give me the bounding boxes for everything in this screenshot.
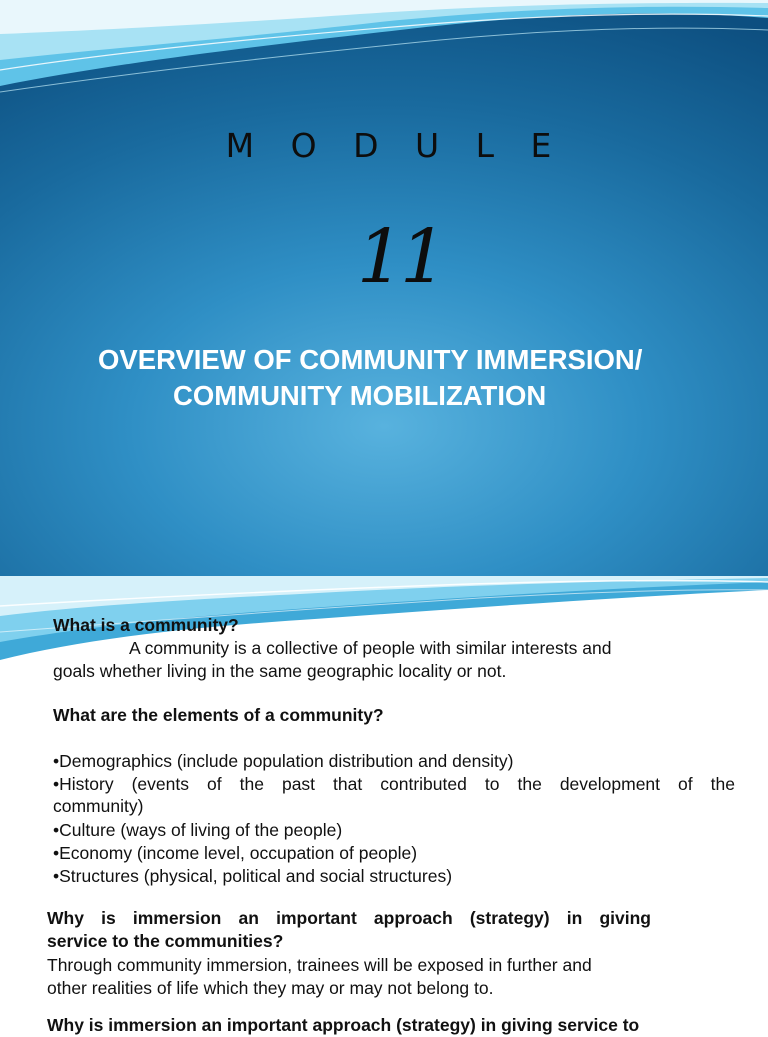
q2-item: •Demographics (include population distribution and density) (53, 751, 514, 771)
q3-answer-line-2: other realities of life which they may or may not belong to. (47, 978, 494, 998)
slide-title-line-2: COMMUNITY MOBILIZATION (173, 380, 547, 411)
q1-answer-line-1: A community is a collective of people with similar interests and (129, 638, 612, 658)
module-label: M O D U L E (225, 126, 565, 165)
q3-heading-line-1: Why is immersion an important approach (strategy) in giving (47, 908, 651, 928)
q1-heading: What is a community? (53, 615, 239, 635)
q2-item: •Economy (income level, occupation of people) (53, 843, 418, 863)
module-number: 11 (356, 214, 444, 300)
q2-item: •Structures (physical, political and social structures) (53, 866, 453, 886)
q2-item: •History (events of the past that contributed to the development of the (53, 774, 735, 794)
slide-title-line-1: OVERVIEW OF COMMUNITY IMMERSION/ (98, 344, 643, 375)
q2-item: •Culture (ways of living of the people) (53, 820, 343, 840)
q3-heading-line-2: service to the communities? (47, 931, 284, 951)
q2-heading: What are the elements of a community? (53, 705, 384, 725)
q3-answer-line-1: Through community immersion, trainees will be exposed in further and (47, 955, 592, 975)
q2-item: community) (53, 796, 144, 816)
q4-heading-partial: Why is immersion an important approach (strategy) in giving service to (47, 1015, 640, 1035)
q1-answer-line-2: goals whether living in the same geographic locality or not. (53, 661, 507, 681)
